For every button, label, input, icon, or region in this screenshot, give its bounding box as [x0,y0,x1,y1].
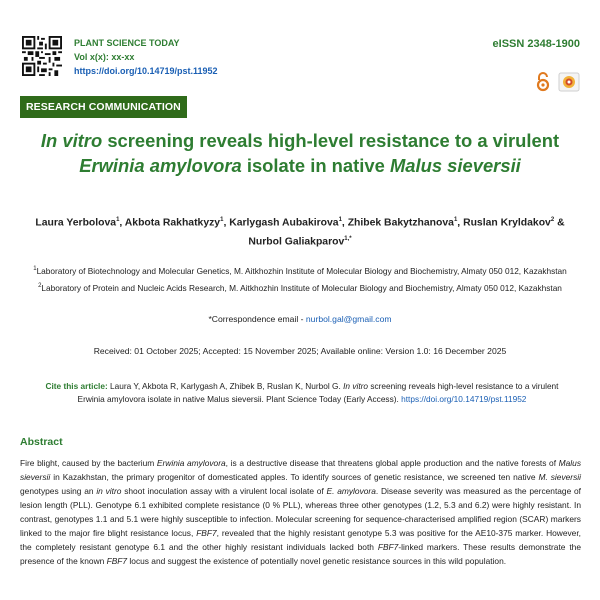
citation-block: Cite this article: Laura Y, Akbota R, Karlygash A, Zhibek B, Ruslan K, Nurbol G. In vitro screening reveals high-level resistance to a virulent Erwinia amylovora isolate in native Malus sieversii. Plant Science Today (Early Access). https://doi.org/10.14719/pst.11952 [45,381,559,404]
author-name: Karlygash Aubakirova [229,217,339,229]
citation-doi-link[interactable]: https://doi.org/10.14719/pst.11952 [401,394,527,404]
author-name: Laura Yerbolova [35,217,117,229]
author-list: Laura Yerbolova$^1$, Akbota Rakhatkyzy$^1$, Karlygash Aubakirova$^1$, Zhibek Bakytzhanova$^1$, Ruslan Kryldakov$^2$ & Nurbol Galiakparov$^{1,*}$ [35,217,565,248]
journal-info [74,36,218,78]
eissn-label: eISSN 2348-1900 [492,38,580,50]
affiliation-1: $^1$Laboratory of Biotechnology and Molecular Genetics, M. Aitkhozhin Institute of Molecular Biology and Biochemistry, Almaty 050 012, Kazakhstan [33,266,567,276]
qr-code-icon [22,36,62,76]
article-type-banner: RESEARCH COMMUNICATION [20,96,187,118]
correspondence: *Correspondence email - nurbol.gal@gmail.com [208,314,392,324]
open-access-icon[interactable] [536,72,550,92]
author-name: Ruslan Kryldakov [463,217,551,229]
correspondence-email-link[interactable]: nurbol.gal@gmail.com [305,314,392,324]
journal-name: PLANT SCIENCE TODAY [74,38,180,48]
affiliation-2: $^2$Laboratory of Protein and Nucleic Acids Research, M. Aitkhozhin Institute of Molecular Biology and Biochemistry, Almaty 050 012, Kazakhstan [38,283,562,293]
citation-label: Cite this article: [45,381,108,391]
publication-dates: Received: 01 October 2025; Accepted: 15 November 2025; Available online: Version 1.0: 16 December 2025 [93,346,507,356]
journal-volume: Vol x(x): xx-xx [74,52,135,62]
author-name: Nurbol Galiakparov [248,236,345,248]
abstract-heading: Abstract [20,436,63,448]
author-name: Akbota Rakhatkyzy [124,217,221,229]
abstract-text: Fire blight, caused by the bacterium Erwinia amylovora, is a destructive disease that threatens global apple production and the native forests of Malus sieversii in Kazakhstan, the primary progenitor of domesticated apples. To identify sources of genetic resistance, we screened ten native M. sieversii genotypes using an in vitro shoot inoculation assay with a virulent local isolate of E. amylovora. Disease severity was measured as the percentage of lesion length (PLL). Genotype 6.1 exhibited complete resistance (0 % PLL), whereas three other genotypes (1.2, 5.3 and 6.2) were highly resistant. In contrast, genotypes 1.1 and 5.1 were highly susceptible to infection. Molecular screening for sequence-characterised amplified region (SCAR) markers linked to the major fire blight resistance locus, FBF7, revealed that the highly resistant genotype 5.3 was positive for the AE10-375 marker. However, the completely resistant genotype 6.1 and the other highly resistant individuals lacked both FBF7-linked markers. These results demonstrate the presence of the known FBF7 locus and suggest the existence of potentially novel genetic resistance sources in this wild population. [20,458,582,566]
article-title: In vitro screening reveals high-level resistance to a virulent Erwinia amylovora isolate in native Malus sieversii [40,130,560,176]
license-icon[interactable] [558,72,580,92]
article-doi-link[interactable]: https://doi.org/10.14719/pst.11952 [74,66,218,76]
author-name: Zhibek Bakytzhanova [347,217,454,229]
